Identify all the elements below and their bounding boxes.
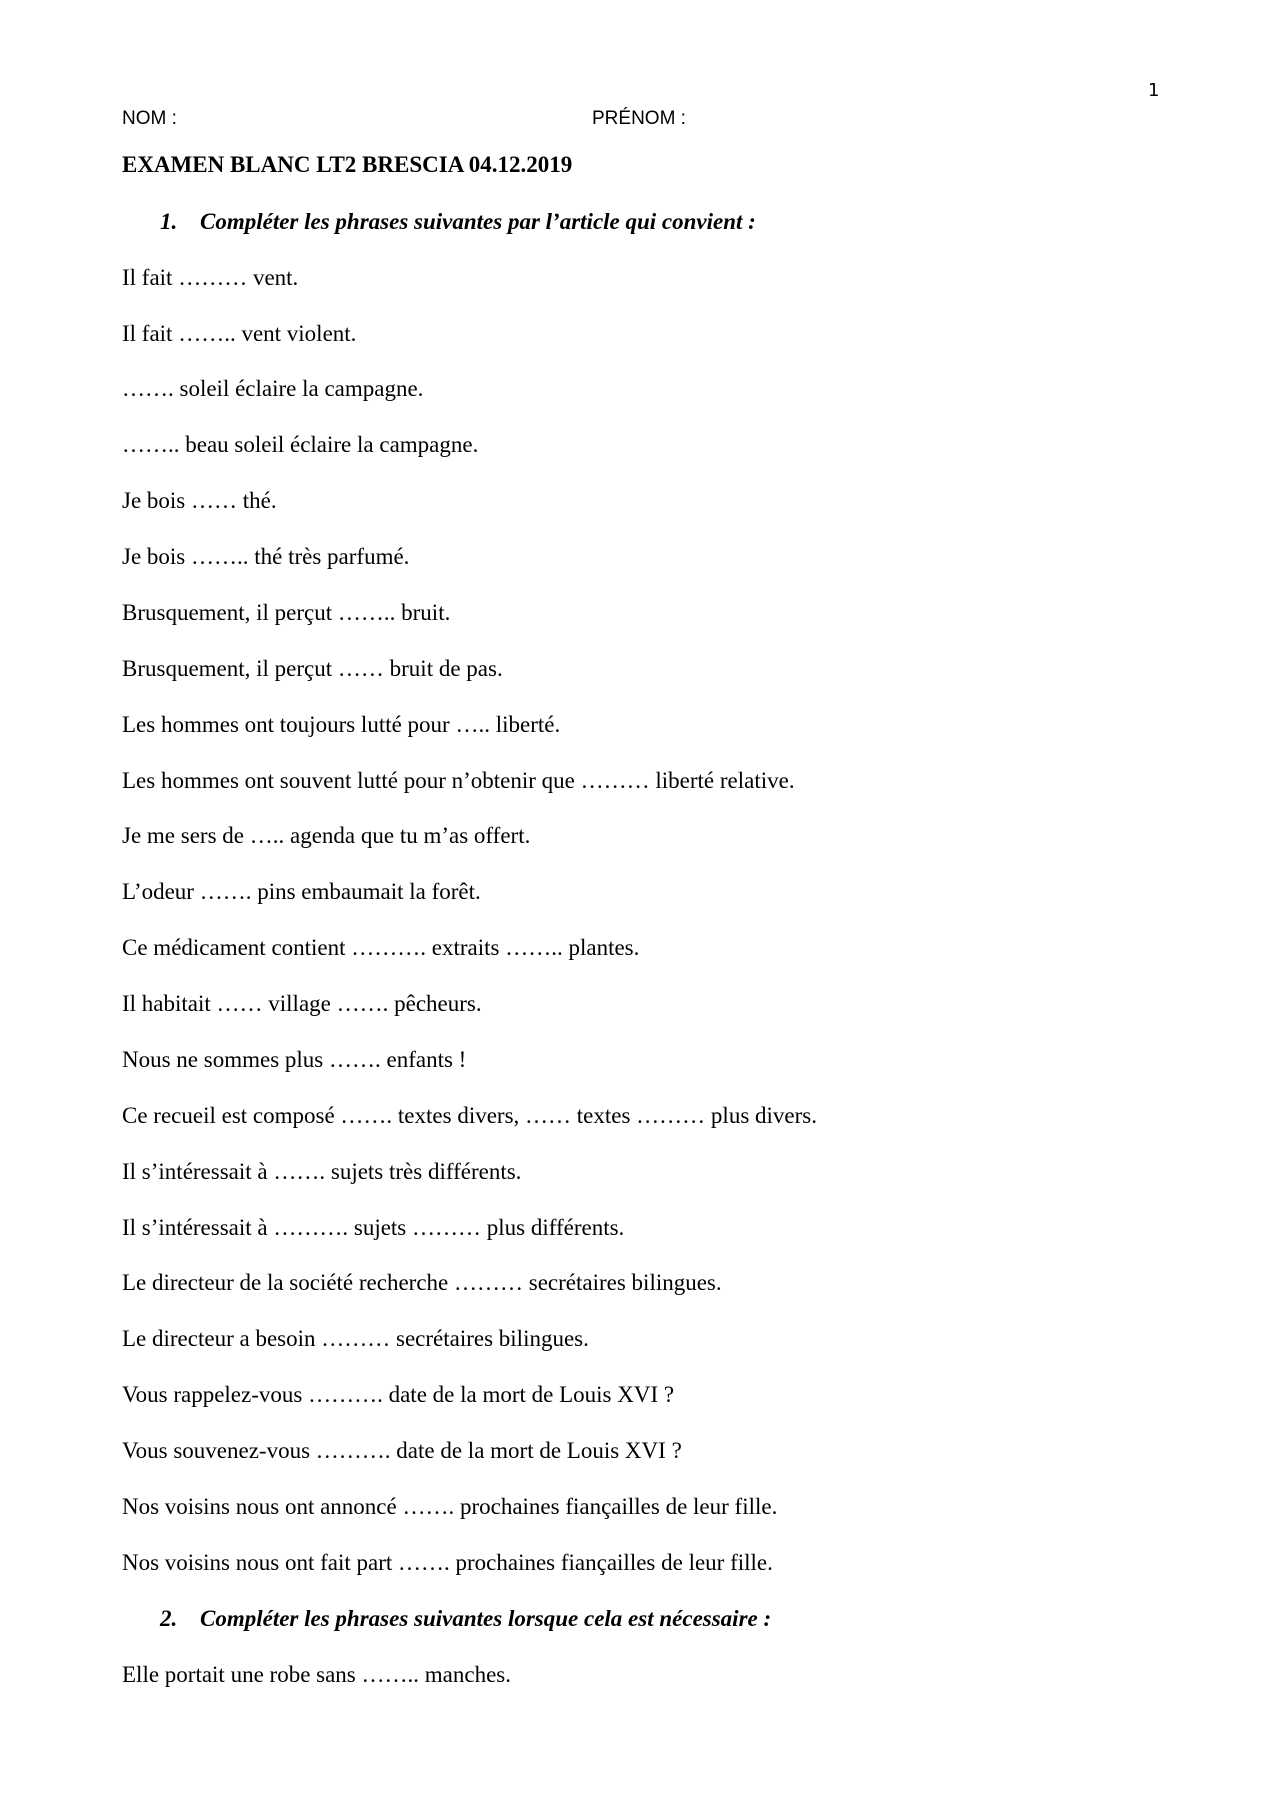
- exercise-sentence: Vous souvenez-vous ………. date de la mort de Louis XVI ?: [122, 1438, 682, 1463]
- exercise-sentence: Les hommes ont toujours lutté pour ….. liberté.: [122, 712, 561, 737]
- exercise-sentence: Il s’intéressait à ……. sujets très différents.: [122, 1159, 522, 1184]
- exercise-sentence: Nous ne sommes plus ……. enfants !: [122, 1047, 467, 1072]
- exercise-sentence: …….. beau soleil éclaire la campagne.: [122, 432, 479, 457]
- section-1-heading: [160, 209, 756, 235]
- exercise-sentence: Je bois …….. thé très parfumé.: [122, 544, 410, 569]
- exercise-sentence: ……. soleil éclaire la campagne.: [122, 376, 424, 401]
- exercise-sentence: Il fait …….. vent violent.: [122, 321, 357, 346]
- section-number: 2.: [160, 1606, 178, 1631]
- nom-label: NOM :: [122, 108, 177, 129]
- exercise-sentence: Je bois …… thé.: [122, 488, 277, 513]
- exercise-sentence: Brusquement, il perçut …….. bruit.: [122, 600, 451, 625]
- exercise-sentence: Il s’intéressait à ………. sujets ……… plus différents.: [122, 1215, 625, 1240]
- exam-title: EXAMEN BLANC LT2 BRESCIA 04.12.2019: [122, 152, 573, 177]
- prenom-label: PRÉNOM :: [592, 108, 686, 129]
- exercise-sentence: Les hommes ont souvent lutté pour n’obtenir que ……… liberté relative.: [122, 768, 795, 793]
- exercise-sentence: Vous rappelez-vous ………. date de la mort de Louis XVI ?: [122, 1382, 675, 1407]
- section-heading-text: Compléter les phrases suivantes par l’article qui convient :: [200, 209, 756, 234]
- section-2-heading: [160, 1606, 771, 1632]
- exercise-sentence: Nos voisins nous ont fait part ……. prochaines fiançailles de leur fille.: [122, 1550, 773, 1575]
- exercise-sentence: Je me sers de ….. agenda que tu m’as offert.: [122, 823, 531, 848]
- exercise-sentence: Nos voisins nous ont annoncé ……. prochaines fiançailles de leur fille.: [122, 1494, 778, 1519]
- section-number: 1.: [160, 209, 178, 234]
- exercise-sentence: Brusquement, il perçut …… bruit de pas.: [122, 656, 503, 681]
- exercise-sentence: Il fait ……… vent.: [122, 265, 299, 290]
- section-heading-text: Compléter les phrases suivantes lorsque cela est nécessaire :: [200, 1606, 772, 1631]
- exercise-sentence: Elle portait une robe sans …….. manches.: [122, 1662, 511, 1687]
- exercise-sentence: Il habitait …… village ……. pêcheurs.: [122, 991, 482, 1016]
- exercise-sentence: Le directeur a besoin ……… secrétaires bilingues.: [122, 1326, 589, 1351]
- exercise-sentence: L’odeur ……. pins embaumait la forêt.: [122, 879, 481, 904]
- exercise-sentence: Le directeur de la société recherche ……… secrétaires bilingues.: [122, 1270, 722, 1295]
- page-number: 1: [1148, 80, 1160, 101]
- exercise-sentence: Ce recueil est composé ……. textes divers, …… textes ……… plus divers.: [122, 1103, 817, 1128]
- exercise-sentence: Ce médicament contient ………. extraits …….. plantes.: [122, 935, 640, 960]
